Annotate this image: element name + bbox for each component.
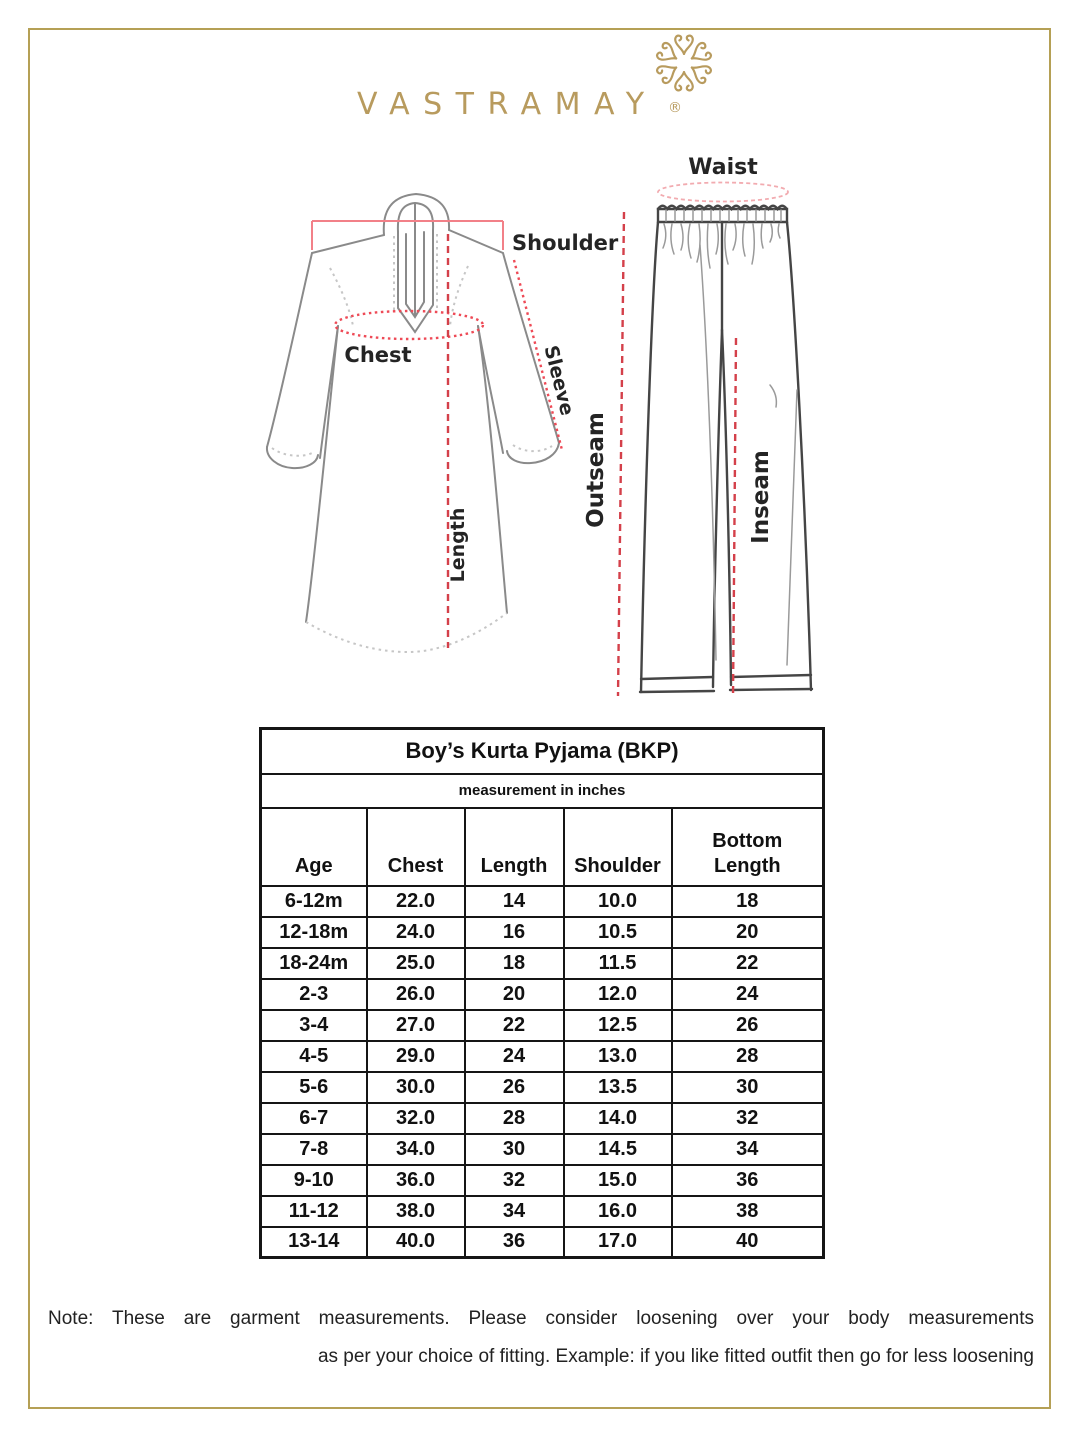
table-row — [261, 1010, 824, 1041]
table-row — [261, 1134, 824, 1165]
table-cell: 13-14 — [261, 1227, 367, 1258]
table-header-row — [261, 808, 824, 886]
table-cell: 22 — [465, 1010, 564, 1041]
table-row — [261, 1103, 824, 1134]
outseam-label: Outseam — [583, 412, 609, 528]
table-cell: 32 — [465, 1165, 564, 1196]
table-cell: 36 — [465, 1227, 564, 1258]
note-line-2: as per your choice of fitting. Example: if you like fitted outfit then go for less loosening — [317, 1346, 1034, 1367]
table-cell: 18 — [465, 948, 564, 979]
table-cell: 30.0 — [367, 1072, 465, 1103]
measurement-note — [48, 1300, 1034, 1376]
table-cell: 14 — [465, 886, 564, 917]
inseam-label: Inseam — [748, 450, 774, 544]
measurement-diagram — [0, 140, 1080, 730]
table-cell: 22 — [672, 948, 824, 979]
floral-star-ornament-icon — [655, 34, 713, 92]
table-cell: 32.0 — [367, 1103, 465, 1134]
table-title: Boy’s Kurta Pyjama (BKP) — [261, 729, 824, 774]
table-cell: 14.5 — [564, 1134, 672, 1165]
table-cell: 3-4 — [261, 1010, 367, 1041]
column-header: Bottom Length — [672, 808, 824, 886]
table-cell: 34.0 — [367, 1134, 465, 1165]
table-subtitle-row — [261, 774, 824, 808]
table-cell: 28 — [465, 1103, 564, 1134]
table-cell: 18-24m — [261, 948, 367, 979]
table-cell: 34 — [465, 1196, 564, 1227]
table-cell: 13.0 — [564, 1041, 672, 1072]
table-cell: 18 — [672, 886, 824, 917]
table-cell: 7-8 — [261, 1134, 367, 1165]
chest-label: Chest — [344, 343, 412, 367]
table-subtitle: measurement in inches — [261, 774, 824, 808]
table-cell: 20 — [465, 979, 564, 1010]
table-cell: 6-12m — [261, 886, 367, 917]
table-cell: 15.0 — [564, 1165, 672, 1196]
column-header: Shoulder — [564, 808, 672, 886]
table-cell: 24 — [672, 979, 824, 1010]
table-row — [261, 886, 824, 917]
table-cell: 26.0 — [367, 979, 465, 1010]
table-cell: 24 — [465, 1041, 564, 1072]
table-cell: 27.0 — [367, 1010, 465, 1041]
length-label: Length — [447, 507, 469, 583]
table-cell: 9-10 — [261, 1165, 367, 1196]
table-cell: 22.0 — [367, 886, 465, 917]
shoulder-label: Shoulder — [512, 231, 619, 255]
table-cell: 17.0 — [564, 1227, 672, 1258]
table-row — [261, 1072, 824, 1103]
column-header: Age — [261, 808, 367, 886]
table-row — [261, 917, 824, 948]
table-cell: 40.0 — [367, 1227, 465, 1258]
table-cell: 16 — [465, 917, 564, 948]
note-line-1: Note: These are garment measurements. Please consider loosening over your body measurements — [48, 1308, 1034, 1329]
table-title-row — [261, 729, 824, 774]
table-cell: 26 — [672, 1010, 824, 1041]
table-cell: 14.0 — [564, 1103, 672, 1134]
table-cell: 11-12 — [261, 1196, 367, 1227]
waist-measure-ellipse — [658, 183, 788, 202]
sleeve-label: Sleeve — [539, 343, 579, 418]
registered-trademark-mark: ® — [668, 100, 682, 116]
table-cell: 32 — [672, 1103, 824, 1134]
table-cell: 34 — [672, 1134, 824, 1165]
table-cell: 5-6 — [261, 1072, 367, 1103]
table-cell: 24.0 — [367, 917, 465, 948]
table-row — [261, 1227, 824, 1258]
table-row — [261, 1041, 824, 1072]
table-cell: 12-18m — [261, 917, 367, 948]
column-header: Chest — [367, 808, 465, 886]
table-cell: 10.0 — [564, 886, 672, 917]
size-chart-table — [259, 727, 825, 1259]
table-cell: 36 — [672, 1165, 824, 1196]
column-header: Length — [465, 808, 564, 886]
table-cell: 28 — [672, 1041, 824, 1072]
table-row — [261, 948, 824, 979]
table-cell: 30 — [672, 1072, 824, 1103]
table-cell: 11.5 — [564, 948, 672, 979]
table-cell: 40 — [672, 1227, 824, 1258]
table-cell: 16.0 — [564, 1196, 672, 1227]
table-cell: 6-7 — [261, 1103, 367, 1134]
waist-label: Waist — [688, 155, 758, 180]
brand-logo: VASTRAMAY — [357, 87, 658, 122]
table-cell: 38.0 — [367, 1196, 465, 1227]
table-row — [261, 1165, 824, 1196]
inseam-measure-line — [733, 338, 736, 698]
table-cell: 4-5 — [261, 1041, 367, 1072]
kurta-diagram — [267, 194, 619, 652]
table-row — [261, 1196, 824, 1227]
table-cell: 29.0 — [367, 1041, 465, 1072]
table-cell: 20 — [672, 917, 824, 948]
table-row — [261, 979, 824, 1010]
table-cell: 25.0 — [367, 948, 465, 979]
table-cell: 12.0 — [564, 979, 672, 1010]
table-cell: 26 — [465, 1072, 564, 1103]
table-cell: 38 — [672, 1196, 824, 1227]
table-cell: 10.5 — [564, 917, 672, 948]
table-cell: 2-3 — [261, 979, 367, 1010]
table-cell: 36.0 — [367, 1165, 465, 1196]
outseam-measure-line — [618, 212, 624, 696]
table-cell: 30 — [465, 1134, 564, 1165]
table-cell: 13.5 — [564, 1072, 672, 1103]
table-cell: 12.5 — [564, 1010, 672, 1041]
